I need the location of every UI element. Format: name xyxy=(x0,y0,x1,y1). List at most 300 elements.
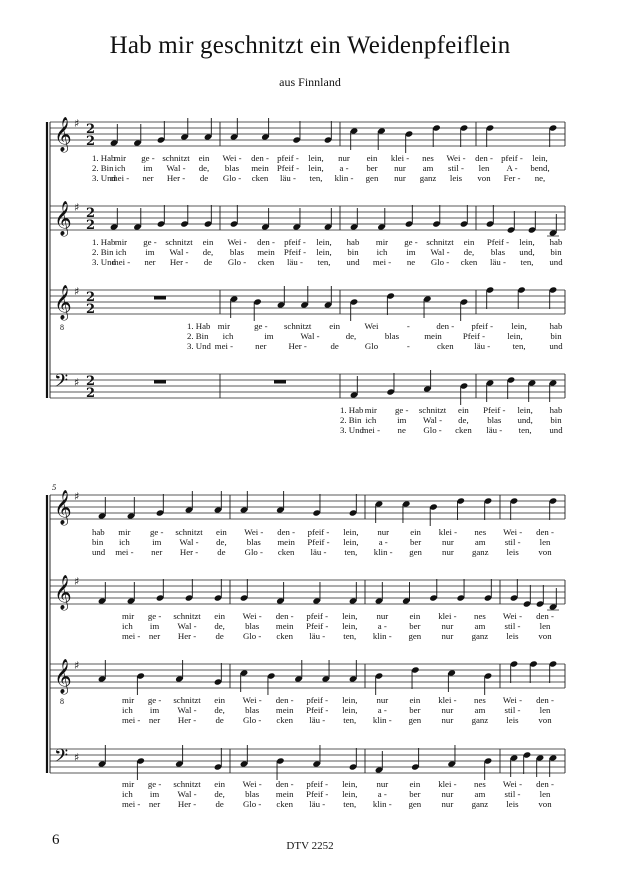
lyric-syllable: mir xyxy=(375,237,389,247)
lyric-syllable: ge - xyxy=(147,779,162,789)
lyric-syllable: 2. Bin xyxy=(187,331,209,341)
lyric-syllable: lein, xyxy=(507,331,523,341)
lyric-syllable: den - xyxy=(277,527,296,537)
lyric-syllable: lein, xyxy=(343,527,359,537)
lyric-syllable: den - xyxy=(536,695,554,705)
octave-marker: 8 xyxy=(60,323,64,332)
lyric-syllable: nur xyxy=(441,631,454,641)
sharp-icon: ♯ xyxy=(74,201,80,214)
lyric-syllable: läu - xyxy=(486,425,503,435)
lyric-syllable: Wei - xyxy=(503,527,523,537)
lyric-syllable: de xyxy=(203,257,213,267)
lyric-syllable: cken xyxy=(257,257,275,267)
lyric-syllable: von xyxy=(538,631,552,641)
lyric-syllable: Wal - xyxy=(300,331,320,341)
octave-marker: 8 xyxy=(60,697,64,706)
lyric-syllable: de xyxy=(215,631,224,641)
lyric-syllable: Wal - xyxy=(423,415,443,425)
lyric-syllable: am xyxy=(474,621,486,631)
lyric-syllable: ner xyxy=(142,173,154,183)
lyric-syllable: gen xyxy=(409,547,422,557)
lyric-syllable: hab xyxy=(549,405,563,415)
lyric-syllable: mir xyxy=(114,237,128,247)
lyric-syllable: mei - xyxy=(214,341,234,351)
lyric-syllable: ganz xyxy=(471,799,489,809)
lyric-syllable: de, xyxy=(458,415,469,425)
measure-number: 5 xyxy=(52,482,57,492)
lyric-syllable: ner xyxy=(144,257,156,267)
lyric-syllable: cken xyxy=(276,631,293,641)
lyric-syllable: mein xyxy=(275,621,294,631)
lyric-syllable: ge - xyxy=(404,237,418,247)
lyric-syllable: und xyxy=(92,547,106,557)
lyric-syllable: mir xyxy=(113,153,127,163)
lyric-syllable: läu - xyxy=(474,341,491,351)
lyric-syllable: len xyxy=(478,163,490,173)
lyric-syllable: Wal - xyxy=(169,247,189,257)
lyric-syllable: ber xyxy=(409,789,421,799)
lyric-syllable: - xyxy=(406,321,410,331)
lyric-syllable: lein, xyxy=(342,779,358,789)
lyric-syllable: cken xyxy=(277,547,295,557)
lyric-syllable: klin - xyxy=(372,799,392,809)
lyric-syllable: Pfeif - xyxy=(483,405,506,415)
lyric-syllable: leis xyxy=(506,715,519,725)
lyric-syllable: nur xyxy=(442,537,454,547)
lyric-syllable: gen xyxy=(408,631,422,641)
lyric-syllable: den - xyxy=(257,237,275,247)
lyric-syllable: nur xyxy=(394,173,406,183)
lyric-syllable: len xyxy=(539,621,551,631)
lyric-syllable: a - xyxy=(378,537,388,547)
lyric-syllable: schnitzt xyxy=(175,527,203,537)
lyric-syllable: mir xyxy=(122,611,135,621)
lyric-syllable: nur xyxy=(441,705,454,715)
lyric-syllable: im xyxy=(143,163,153,173)
lyric-syllable: im xyxy=(145,247,155,257)
lyric-syllable: stil - xyxy=(504,537,521,547)
lyric-syllable: ten, xyxy=(512,341,526,351)
staff-2 xyxy=(50,201,565,267)
lyric-syllable: im xyxy=(406,247,416,257)
lyric-syllable: von xyxy=(538,715,552,725)
sharp-icon: ♯ xyxy=(74,659,80,672)
lyric-syllable: im xyxy=(149,789,160,799)
sharp-icon: ♯ xyxy=(74,575,80,588)
treble-clef-icon: 𝄞 xyxy=(54,117,72,152)
lyric-syllable: nur xyxy=(441,715,454,725)
lyric-syllable: leis xyxy=(506,799,519,809)
lyric-syllable: den - xyxy=(275,695,294,705)
lyric-syllable: von xyxy=(538,547,552,557)
lyric-syllable: den - xyxy=(275,611,294,621)
lyric-syllable: läu - xyxy=(309,631,326,641)
lyric-syllable: mei - xyxy=(110,173,130,183)
time-signature-bottom: 2 xyxy=(86,134,96,149)
lyric-syllable: am xyxy=(474,537,486,547)
treble-clef-icon: 𝄞 xyxy=(54,285,72,320)
lyric-syllable: läu - xyxy=(280,173,296,183)
edition-code: DTV 2252 xyxy=(286,840,334,852)
lyric-syllable: Wal - xyxy=(430,247,450,257)
lyric-syllable: nur xyxy=(394,163,406,173)
lyric-syllable: Pfeif - xyxy=(283,247,307,257)
lyric-syllable: nur xyxy=(377,527,390,537)
sharp-icon: ♯ xyxy=(74,117,80,130)
lyric-syllable: lein, xyxy=(517,405,533,415)
lyric-syllable: ein xyxy=(410,527,421,537)
lyric-syllable: läu - xyxy=(309,715,326,725)
lyric-syllable: läu - xyxy=(287,257,303,267)
lyric-syllable: ten, xyxy=(309,173,323,183)
lyric-syllable: ber xyxy=(409,537,422,547)
lyric-syllable: schnitzt xyxy=(173,611,201,621)
rest-icon xyxy=(154,380,166,384)
lyric-syllable: mei - xyxy=(111,257,131,267)
lyric-syllable: mei - xyxy=(122,631,141,641)
lyric-syllable: Pfeif - xyxy=(306,705,329,715)
lyric-syllable: ge - xyxy=(394,405,409,415)
lyric-syllable: den - xyxy=(536,779,554,789)
lyric-syllable: stil - xyxy=(504,621,521,631)
lyric-syllable: ein xyxy=(329,321,340,331)
lyric-syllable: ich xyxy=(122,621,133,631)
lyric-syllable: ich xyxy=(222,331,234,341)
lyric-syllable: blas xyxy=(246,537,261,547)
lyric-syllable: Wal - xyxy=(177,789,197,799)
lyric-syllable: ne xyxy=(397,425,406,435)
lyric-syllable: de xyxy=(215,715,224,725)
lyric-syllable: ich xyxy=(115,247,127,257)
lyric-syllable: mein xyxy=(251,163,269,173)
lyric-syllable: blas xyxy=(245,705,260,715)
lyric-syllable: cken xyxy=(276,715,293,725)
lyric-syllable: Glo - xyxy=(430,257,450,267)
lyric-syllable: nur xyxy=(441,789,454,799)
lyric-syllable: 2. Bin xyxy=(92,247,114,257)
lyric-syllable: blas xyxy=(245,789,260,799)
lyric-syllable: klin - xyxy=(372,715,392,725)
lyric-syllable: klin - xyxy=(334,173,354,183)
bass-clef-icon: 𝄢 xyxy=(54,371,69,396)
time-signature-top: 2 xyxy=(86,374,96,389)
sharp-icon: ♯ xyxy=(74,285,80,298)
time-signature-bottom: 2 xyxy=(86,386,96,401)
lyric-syllable: lein, xyxy=(342,621,358,631)
lyric-syllable: von xyxy=(477,173,491,183)
lyric-syllable: ten, xyxy=(520,257,534,267)
lyric-syllable: mir xyxy=(364,405,377,415)
lyric-syllable: schnitzt xyxy=(173,695,201,705)
lyric-syllable: blas xyxy=(487,415,502,425)
lyric-syllable: 2. Bin xyxy=(340,415,362,425)
lyric-syllable: ganz xyxy=(471,547,489,557)
lyric-syllable: mein xyxy=(424,331,442,341)
lyric-syllable: 3. Und xyxy=(92,257,116,267)
lyric-syllable: len xyxy=(539,789,551,799)
lyric-syllable: pfeif - xyxy=(307,527,330,537)
lyric-syllable: ein xyxy=(214,695,225,705)
lyric-syllable: den - xyxy=(275,779,294,789)
lyric-syllable: schnitzt xyxy=(165,237,193,247)
lyric-syllable: ner xyxy=(148,799,161,809)
sharp-icon: ♯ xyxy=(74,751,80,764)
staff-3 xyxy=(50,659,565,725)
lyric-syllable: bin xyxy=(550,331,562,341)
lyric-syllable: Wei - xyxy=(242,695,262,705)
lyric-syllable: lein, xyxy=(519,237,535,247)
lyric-syllable: Glo xyxy=(364,341,379,351)
lyric-syllable: ich xyxy=(365,415,377,425)
lyric-syllable: Wei - xyxy=(244,527,264,537)
treble-clef-icon: 𝄞 xyxy=(54,659,72,694)
lyric-syllable: 1. Hab xyxy=(187,321,211,331)
lyric-syllable: ge - xyxy=(254,321,268,331)
lyric-syllable: Glo - xyxy=(242,799,262,809)
lyric-syllable: mei - xyxy=(115,547,134,557)
lyric-syllable: blas xyxy=(384,331,400,341)
staff-2 xyxy=(50,575,565,641)
lyric-syllable: im xyxy=(149,621,160,631)
lyric-syllable: ein xyxy=(463,237,475,247)
lyric-syllable: Wal - xyxy=(179,537,199,547)
lyric-syllable: stil - xyxy=(504,705,521,715)
lyric-syllable: klin - xyxy=(372,631,392,641)
lyric-syllable: mir xyxy=(122,695,135,705)
time-signature-top: 2 xyxy=(86,122,96,137)
lyric-syllable: ten, xyxy=(317,257,331,267)
page-number: 6 xyxy=(52,832,60,848)
lyric-syllable: klei - xyxy=(438,611,457,621)
lyric-syllable: 2. Bin xyxy=(92,163,114,173)
staff-3 xyxy=(50,285,565,351)
lyric-syllable: lein, xyxy=(343,537,359,547)
lyric-syllable: klei - xyxy=(438,527,458,537)
lyric-syllable: Her - xyxy=(179,547,199,557)
lyric-syllable: ge - xyxy=(147,695,162,705)
lyric-syllable: Wei - xyxy=(222,153,242,163)
lyric-syllable: Pfeif - xyxy=(462,331,486,341)
lyric-syllable: lein, xyxy=(532,153,548,163)
lyric-syllable: ein xyxy=(202,237,214,247)
rest-icon xyxy=(154,296,166,300)
lyric-syllable: ner xyxy=(148,715,161,725)
lyric-syllable: ich xyxy=(118,537,130,547)
lyric-syllable: Wei - xyxy=(502,695,523,705)
lyric-syllable: ganz xyxy=(471,715,489,725)
lyric-syllable: gen xyxy=(365,173,379,183)
lyric-syllable: cken xyxy=(276,799,293,809)
lyric-syllable: mei - xyxy=(372,257,392,267)
lyric-syllable: lein, xyxy=(342,611,358,621)
lyric-syllable: und xyxy=(549,341,563,351)
lyric-syllable: mir xyxy=(217,321,231,331)
lyric-syllable: cken xyxy=(251,173,269,183)
lyric-syllable: lein, xyxy=(316,237,332,247)
lyric-syllable: blas xyxy=(245,621,260,631)
lyric-syllable: mein xyxy=(275,789,294,799)
lyric-syllable: mein xyxy=(257,247,275,257)
system-1 xyxy=(47,117,565,435)
lyric-syllable: pfeif - xyxy=(284,237,306,247)
time-signature-bottom: 2 xyxy=(86,302,96,317)
lyric-syllable: pfeif - xyxy=(501,153,523,163)
time-signature-bottom: 2 xyxy=(86,218,96,233)
lyric-syllable: blas xyxy=(224,163,240,173)
lyric-syllable: leis xyxy=(506,631,519,641)
lyric-syllable: nes xyxy=(474,527,487,537)
lyric-syllable: Glo - xyxy=(227,257,247,267)
staff-4 xyxy=(50,745,565,809)
lyric-syllable: ganz xyxy=(419,173,437,183)
lyric-syllable: hab xyxy=(549,321,563,331)
lyric-syllable: lein, xyxy=(308,153,324,163)
lyric-syllable: schnitzt xyxy=(173,779,201,789)
lyric-syllable: ich xyxy=(122,705,133,715)
lyric-syllable: lein, xyxy=(511,321,527,331)
lyric-syllable: Wal - xyxy=(177,705,197,715)
lyric-syllable: Her - xyxy=(169,257,189,267)
lyric-syllable: läu - xyxy=(490,257,506,267)
lyric-syllable: klin - xyxy=(373,547,393,557)
lyric-syllable: schnitzt xyxy=(426,237,454,247)
lyric-syllable: läu - xyxy=(310,547,327,557)
lyric-syllable: nur xyxy=(376,779,389,789)
lyric-syllable: nur xyxy=(442,547,454,557)
lyric-syllable: gen xyxy=(408,715,422,725)
lyric-syllable: den - xyxy=(436,321,455,331)
lyric-syllable: lein, xyxy=(342,789,358,799)
lyric-syllable: - xyxy=(406,341,410,351)
lyric-syllable: am xyxy=(474,705,486,715)
lyric-syllable: Glo - xyxy=(423,425,442,435)
lyric-syllable: ge - xyxy=(141,153,155,163)
lyric-syllable: Pfeif - xyxy=(276,163,300,173)
lyric-syllable: ne xyxy=(406,257,416,267)
lyric-syllable: ten, xyxy=(343,715,357,725)
lyric-syllable: Glo - xyxy=(242,715,262,725)
lyric-syllable: stil - xyxy=(448,163,464,173)
treble-clef-icon: 𝄞 xyxy=(54,490,72,525)
lyric-syllable: ner xyxy=(255,341,267,351)
lyric-syllable: und xyxy=(346,257,360,267)
lyric-syllable: ner xyxy=(151,547,163,557)
lyric-syllable: ein xyxy=(216,527,227,537)
lyric-syllable: klei - xyxy=(438,779,457,789)
lyric-syllable: am xyxy=(474,789,486,799)
lyric-syllable: Her - xyxy=(177,715,197,725)
lyric-syllable: blas xyxy=(490,247,506,257)
lyric-syllable: de, xyxy=(214,789,225,799)
lyric-syllable: cken xyxy=(436,341,454,351)
lyric-syllable: den - xyxy=(536,611,554,621)
lyric-syllable: schnitzt xyxy=(284,321,312,331)
lyric-syllable: ber xyxy=(366,163,378,173)
lyric-syllable: ein xyxy=(214,611,225,621)
lyric-syllable: cken xyxy=(460,257,478,267)
lyric-syllable: Wei - xyxy=(502,779,523,789)
lyric-syllable: klei - xyxy=(438,695,457,705)
lyric-syllable: mei - xyxy=(122,715,141,725)
lyric-syllable: im xyxy=(264,331,274,341)
lyric-syllable: im xyxy=(149,705,160,715)
lyric-syllable: Wei - xyxy=(502,611,523,621)
lyric-syllable: 1. Hab xyxy=(92,237,116,247)
lyric-syllable: Her - xyxy=(177,799,197,809)
lyric-syllable: klei - xyxy=(390,153,410,163)
staff-1 xyxy=(50,117,565,183)
lyric-syllable: ge - xyxy=(147,611,162,621)
lyric-syllable: ich xyxy=(376,247,388,257)
lyric-syllable: Glo - xyxy=(222,173,242,183)
treble-clef-icon: 𝄞 xyxy=(54,201,72,236)
lyric-syllable: den - xyxy=(475,153,493,163)
lyric-syllable: Her - xyxy=(166,173,186,183)
lyric-syllable: 3. Und xyxy=(187,341,211,351)
lyric-syllable: ten, xyxy=(344,547,358,557)
lyric-syllable: schnitzt xyxy=(418,405,447,415)
lyric-syllable: Glo - xyxy=(244,547,263,557)
lyric-syllable: de, xyxy=(198,163,210,173)
lyric-syllable: und xyxy=(549,257,563,267)
staff-4 xyxy=(50,370,565,435)
lyric-syllable: Wei - xyxy=(242,779,262,789)
lyric-syllable: ber xyxy=(409,621,421,631)
lyric-syllable: und, xyxy=(517,415,533,425)
lyric-syllable: 3. Und xyxy=(340,425,364,435)
sharp-icon: ♯ xyxy=(74,490,80,503)
lyric-syllable: de, xyxy=(216,537,227,547)
lyric-syllable: ten, xyxy=(518,425,532,435)
lyric-syllable: ein xyxy=(458,405,469,415)
lyric-syllable: ber xyxy=(409,705,421,715)
lyric-syllable: Her - xyxy=(288,341,307,351)
lyric-syllable: mir xyxy=(118,527,131,537)
lyric-syllable: Her - xyxy=(177,631,197,641)
lyric-syllable: ein xyxy=(198,153,210,163)
lyric-syllable: ein xyxy=(366,153,378,163)
lyric-syllable: schnitzt xyxy=(162,153,190,163)
lyric-syllable: von xyxy=(538,799,552,809)
lyric-syllable: A - xyxy=(506,163,518,173)
system-2 xyxy=(47,482,565,809)
page-title: Hab mir geschnitzt ein Weidenpfeiflein xyxy=(109,32,511,59)
lyric-syllable: ne, xyxy=(534,173,546,183)
lyric-syllable: nur xyxy=(376,695,389,705)
lyric-syllable: Pfeif - xyxy=(306,621,329,631)
lyric-syllable: Wei - xyxy=(242,611,262,621)
lyric-syllable: 3. Und xyxy=(92,173,116,183)
lyric-syllable: de xyxy=(215,799,224,809)
lyric-syllable: gen xyxy=(408,799,422,809)
lyric-syllable: nes xyxy=(422,153,434,163)
lyric-syllable: mein xyxy=(277,537,295,547)
lyric-syllable: pfeif - xyxy=(306,695,329,705)
lyric-syllable: pfeif - xyxy=(277,153,299,163)
lyric-syllable: ein xyxy=(214,779,225,789)
lyric-syllable: hab xyxy=(346,237,360,247)
lyric-syllable: ich xyxy=(122,789,133,799)
lyric-syllable: de, xyxy=(345,331,357,341)
lyric-syllable: lein, xyxy=(342,705,358,715)
lyric-syllable: ich xyxy=(114,163,126,173)
lyric-syllable: bin xyxy=(550,415,562,425)
lyric-syllable: de, xyxy=(214,705,225,715)
lyric-syllable: nur xyxy=(338,153,350,163)
lyric-syllable: und, xyxy=(519,247,535,257)
lyric-syllable: ner xyxy=(148,631,161,641)
lyric-syllable: blas xyxy=(229,247,245,257)
